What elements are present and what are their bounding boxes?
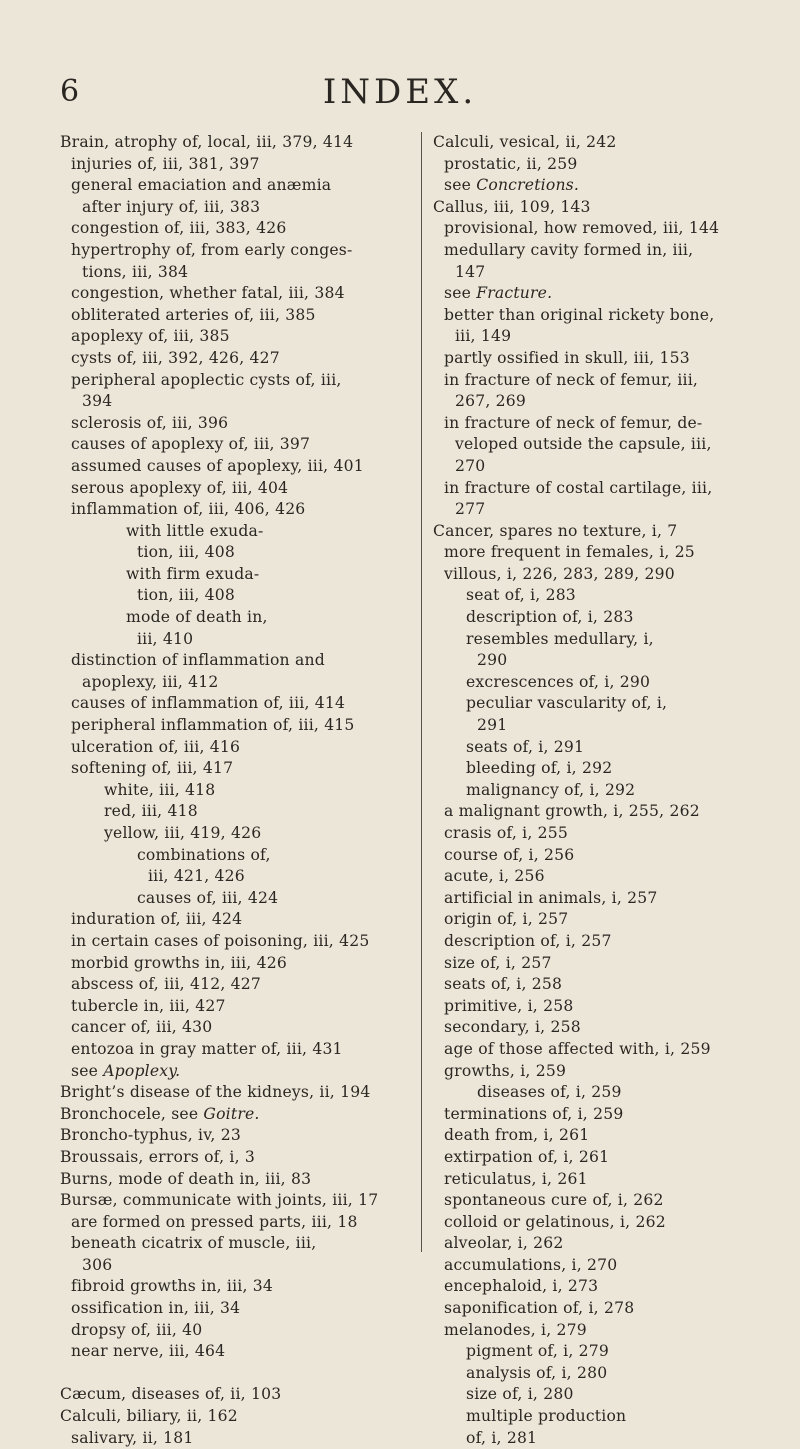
index-sub-entry: size of, i, 280 xyxy=(466,1385,574,1404)
index-sub-entry: crasis of, i, 255 xyxy=(444,824,569,842)
index-sub-entry: 291 xyxy=(477,716,508,735)
index-sub-entry: in certain cases of poisoning, iii, 425 xyxy=(71,931,370,950)
index-sub-entry: salivary, ii, 181 xyxy=(71,1428,194,1447)
index-sub-entry: mode of death in, xyxy=(126,608,268,627)
index-sub-entry: alveolar, i, 262 xyxy=(444,1234,564,1253)
index-sub-entry: iii, 421, 426 xyxy=(148,867,245,886)
index-sub-entry: see Fracture. xyxy=(444,284,553,303)
index-sub-entry: obliterated arteries of, iii, 385 xyxy=(71,305,316,324)
index-sub-entry: causes of, iii, 424 xyxy=(137,888,279,907)
index-sub-entry: cysts of, iii, 392, 426, 427 xyxy=(71,348,280,367)
index-sub-entry: of, i, 281 xyxy=(466,1428,538,1447)
index-heading-entry: Brain, atrophy of, local, iii, 379, 414 xyxy=(60,133,354,151)
index-sub-entry: white, iii, 418 xyxy=(104,780,216,799)
index-heading-entry: Callus, iii, 109, 143 xyxy=(433,197,591,216)
index-sub-entry: beneath cicatrix of muscle, iii, xyxy=(71,1234,317,1253)
column-divider xyxy=(421,132,422,1252)
index-sub-entry: pigment of, i, 279 xyxy=(466,1342,610,1361)
index-sub-entry: combinations of, xyxy=(137,845,271,864)
index-sub-entry: multiple production xyxy=(466,1407,627,1426)
index-column-right xyxy=(433,132,778,1449)
index-sub-entry: tions, iii, 384 xyxy=(82,262,189,281)
index-sub-entry: apoplexy, iii, 412 xyxy=(82,672,219,691)
index-sub-entry: ulceration of, iii, 416 xyxy=(71,737,241,756)
index-sub-entry: distinction of inflammation and xyxy=(71,651,325,670)
index-heading-entry: Bursæ, communicate with joints, iii, 17 xyxy=(60,1191,379,1210)
index-sub-entry: spontaneous cure of, i, 262 xyxy=(444,1191,664,1210)
index-sub-entry: causes of inflammation of, iii, 414 xyxy=(71,694,346,713)
index-sub-entry: general emaciation and anæmia xyxy=(71,176,332,195)
page-header xyxy=(0,74,800,114)
index-sub-entry: with firm exuda- xyxy=(126,564,260,583)
index-sub-entry: colloid or gelatinous, i, 262 xyxy=(444,1212,666,1231)
page-number: 6 xyxy=(60,74,80,109)
index-sub-entry: saponification of, i, 278 xyxy=(444,1299,635,1318)
index-sub-entry: 394 xyxy=(82,392,113,411)
index-sub-entry: more frequent in females, i, 25 xyxy=(444,543,695,562)
index-column-left xyxy=(60,132,410,1449)
index-sub-entry: terminations of, i, 259 xyxy=(444,1104,624,1123)
index-sub-entry: iii, 149 xyxy=(455,327,512,346)
index-sub-entry: accumulations, i, 270 xyxy=(444,1255,618,1274)
index-sub-entry: congestion of, iii, 383, 426 xyxy=(71,219,287,238)
index-sub-entry: reticulatus, i, 261 xyxy=(444,1169,588,1188)
index-sub-entry: bleeding of, i, 292 xyxy=(466,759,613,778)
index-sub-entry: serous apoplexy of, iii, 404 xyxy=(71,478,289,497)
index-sub-entry: with little exuda- xyxy=(126,521,264,540)
index-sub-entry: tion, iii, 408 xyxy=(137,543,236,562)
index-sub-entry: seats of, i, 291 xyxy=(466,737,585,756)
index-sub-entry: description of, i, 257 xyxy=(444,931,612,950)
index-sub-entry: a malignant growth, i, 255, 262 xyxy=(444,802,700,821)
index-sub-entry: veloped outside the capsule, iii, xyxy=(455,435,712,454)
index-sub-entry: in fracture of neck of femur, iii, xyxy=(444,370,699,389)
index-sub-entry: seats of, i, 258 xyxy=(444,975,563,994)
entry-gap xyxy=(60,1363,410,1385)
cross-reference: Goitre. xyxy=(203,1104,260,1123)
index-sub-entry: age of those affected with, i, 259 xyxy=(444,1039,711,1058)
index-sub-entry: causes of apoplexy of, iii, 397 xyxy=(71,435,311,454)
index-sub-entry: diseases of, i, 259 xyxy=(477,1083,622,1102)
index-sub-entry: sclerosis of, iii, 396 xyxy=(71,413,229,432)
index-sub-entry: villous, i, 226, 283, 289, 290 xyxy=(444,564,675,583)
index-heading-entry: Cancer, spares no texture, i, 7 xyxy=(433,521,678,540)
index-sub-entry: abscess of, iii, 412, 427 xyxy=(71,975,262,994)
index-sub-entry: resembles medullary, i, xyxy=(466,629,654,648)
index-heading-entry: Bright’s disease of the kidneys, ii, 194 xyxy=(60,1083,371,1102)
index-sub-entry: softening of, iii, 417 xyxy=(71,759,234,778)
index-sub-entry: hypertrophy of, from early conges- xyxy=(71,240,353,259)
index-sub-entry: tubercle in, iii, 427 xyxy=(71,996,226,1015)
index-sub-entry: inflammation of, iii, 406, 426 xyxy=(71,500,306,519)
index-sub-entry: growths, i, 259 xyxy=(444,1061,567,1080)
index-sub-entry: entozoa in gray matter of, iii, 431 xyxy=(71,1039,343,1058)
index-sub-entry: tion, iii, 408 xyxy=(137,586,236,605)
index-sub-entry: are formed on pressed parts, iii, 18 xyxy=(71,1212,358,1231)
cross-reference: Fracture. xyxy=(476,284,553,303)
index-sub-entry: analysis of, i, 280 xyxy=(466,1363,608,1382)
index-heading-entry: Calculi, vesical, ii, 242 xyxy=(433,133,617,151)
cross-reference: Concretions. xyxy=(476,176,580,195)
index-heading-entry: Calculi, biliary, ii, 162 xyxy=(60,1407,238,1426)
index-sub-entry: artificial in animals, i, 257 xyxy=(444,888,658,907)
index-sub-entry: peculiar vascularity of, i, xyxy=(466,694,668,713)
index-sub-entry: origin of, i, 257 xyxy=(444,910,569,929)
index-sub-entry: ossification in, iii, 34 xyxy=(71,1299,241,1318)
index-heading-entry: Cæcum, diseases of, ii, 103 xyxy=(60,1385,282,1404)
index-sub-entry: death from, i, 261 xyxy=(444,1126,590,1145)
index-sub-entry: 290 xyxy=(477,651,508,670)
index-sub-entry: dropsy of, iii, 40 xyxy=(71,1320,203,1339)
index-sub-entry: cancer of, iii, 430 xyxy=(71,1018,213,1037)
index-sub-entry: malignancy of, i, 292 xyxy=(466,780,636,799)
index-sub-entry: peripheral inflammation of, iii, 415 xyxy=(71,716,355,735)
index-sub-entry: course of, i, 256 xyxy=(444,845,575,864)
index-sub-entry: better than original rickety bone, xyxy=(444,305,715,324)
index-sub-entry: excrescences of, i, 290 xyxy=(466,672,651,691)
index-sub-entry: seat of, i, 283 xyxy=(466,586,576,605)
index-sub-entry: in fracture of neck of femur, de- xyxy=(444,413,703,432)
index-sub-entry: melanodes, i, 279 xyxy=(444,1320,587,1339)
index-sub-entry: see Apoplexy. xyxy=(71,1061,181,1080)
index-sub-entry: 277 xyxy=(455,500,486,519)
index-sub-entry: extirpation of, i, 261 xyxy=(444,1147,610,1166)
index-sub-entry: 306 xyxy=(82,1255,113,1274)
index-sub-entry: 270 xyxy=(455,456,486,475)
index-sub-entry: 267, 269 xyxy=(455,392,527,411)
index-heading-entry: Broussais, errors of, i, 3 xyxy=(60,1147,256,1166)
index-heading-entry: Broncho-typhus, iv, 23 xyxy=(60,1126,241,1145)
index-heading-entry: Burns, mode of death in, iii, 83 xyxy=(60,1169,312,1188)
index-sub-entry: red, iii, 418 xyxy=(104,802,198,821)
index-sub-entry: acute, i, 256 xyxy=(444,867,545,886)
cross-reference: Apoplexy. xyxy=(103,1061,181,1080)
index-sub-entry: partly ossified in skull, iii, 153 xyxy=(444,348,690,367)
index-sub-entry: prostatic, ii, 259 xyxy=(444,154,578,173)
index-sub-entry: yellow, iii, 419, 426 xyxy=(104,824,262,842)
index-sub-entry: description of, i, 283 xyxy=(466,608,634,627)
index-sub-entry: apoplexy of, iii, 385 xyxy=(71,327,230,346)
page-title: INDEX. xyxy=(322,72,478,112)
index-sub-entry: near nerve, iii, 464 xyxy=(71,1342,226,1361)
index-sub-entry: in fracture of costal cartilage, iii, xyxy=(444,478,713,497)
index-sub-entry: encephaloid, i, 273 xyxy=(444,1277,599,1296)
index-sub-entry: size of, i, 257 xyxy=(444,953,552,972)
index-sub-entry: secondary, i, 258 xyxy=(444,1018,581,1037)
index-sub-entry: provisional, how removed, iii, 144 xyxy=(444,219,720,238)
index-sub-entry: see Concretions. xyxy=(444,176,580,195)
index-heading-entry: Bronchocele, see Goitre. xyxy=(60,1104,260,1123)
index-sub-entry: medullary cavity formed in, iii, xyxy=(444,240,694,259)
index-sub-entry: fibroid growths in, iii, 34 xyxy=(71,1277,274,1296)
index-sub-entry: injuries of, iii, 381, 397 xyxy=(71,154,260,173)
index-sub-entry: 147 xyxy=(455,262,486,281)
index-sub-entry: assumed causes of apoplexy, iii, 401 xyxy=(71,456,364,475)
index-sub-entry: after injury of, iii, 383 xyxy=(82,197,261,216)
index-sub-entry: congestion, whether fatal, iii, 384 xyxy=(71,284,345,303)
index-sub-entry: morbid growths in, iii, 426 xyxy=(71,953,287,972)
index-sub-entry: iii, 410 xyxy=(137,629,194,648)
index-sub-entry: induration of, iii, 424 xyxy=(71,910,243,929)
index-sub-entry: peripheral apoplectic cysts of, iii, xyxy=(71,370,342,389)
index-sub-entry: primitive, i, 258 xyxy=(444,996,574,1015)
